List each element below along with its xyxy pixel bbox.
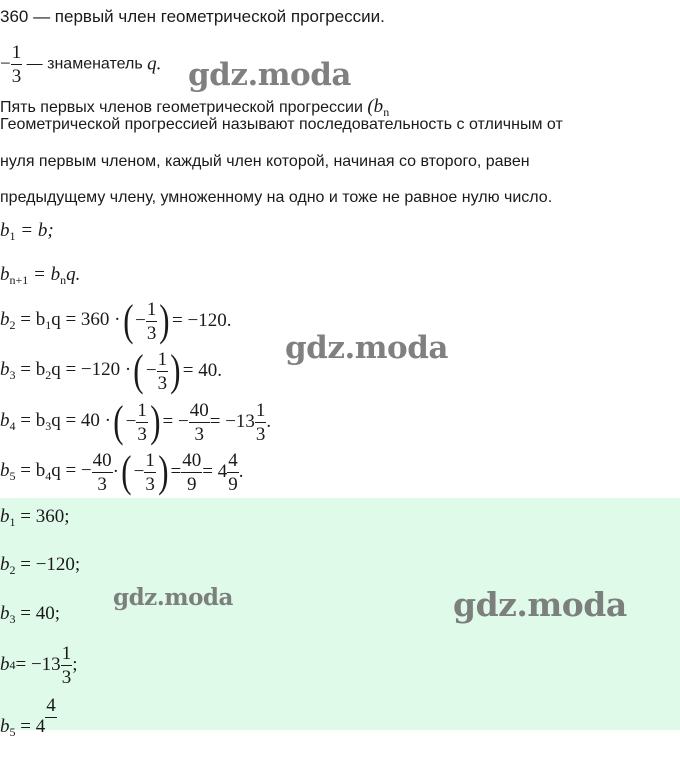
watermark-logo: gdz.moda <box>285 330 448 366</box>
watermark-logo: gdz.moda <box>113 584 233 611</box>
intro-ratio: − $\frac{1}{3}$ — знаменатель q. <box>0 42 162 87</box>
formula-b4: $b_4 = b_3q = 40$ · ( − $\frac{1}{3}$ ) = − $\frac{40}{3}$ = −13 $\frac{1}{3}$ . <box>0 397 272 446</box>
answer-b2: $b_2 = -120$; <box>0 554 81 577</box>
answer-b4: b 4 = −13 $\frac{1}{3}$ ; <box>0 642 78 688</box>
fraction: $\frac{1}{3}$ <box>145 449 155 495</box>
fraction: $\frac{1}{3}$ <box>255 399 266 445</box>
fraction: $\frac{4}{9}$ <box>228 449 238 495</box>
fraction: $\frac{1}{3}$ <box>146 298 157 344</box>
definition-line-3: предыдущему члену, умноженному на одно и тоже не равное нулю число. <box>0 189 553 206</box>
answer-b5-clipped: $b_5 = 4$ 4 <box>0 695 56 739</box>
fraction: $\frac{1}{3}$ <box>157 348 168 394</box>
definition-line-2: нуля первым членом, каждый член которой, начиная со второго, равен <box>0 153 530 170</box>
fraction: $\frac{1}{3}$ <box>61 642 72 688</box>
intro-first-term: 360 — первый член геометрической прогрессии. <box>0 7 385 26</box>
watermark-logo: gdz.moda <box>453 585 627 624</box>
answer-b1: $b_1 = 360$; <box>0 506 70 529</box>
answer-b3: $b_3 = 40$; <box>0 603 60 626</box>
formula-recurrence: $b_{n+1} = b_nq$. <box>0 264 81 287</box>
definition-line-1: Геометрической прогрессией называют последовательность с отличным от <box>0 116 563 133</box>
fraction: $\frac{40}{3}$ <box>189 399 209 445</box>
watermark-logo: gdz.moda <box>188 57 351 93</box>
fraction: $\frac{40}{3}$ <box>92 449 112 495</box>
intro-five-terms-clipped: Пять первых членов геометрической прогрессии ($b_n$ <box>0 96 390 119</box>
formula-b1: $b_1 = b$; <box>0 220 54 243</box>
fraction: $\frac{1}{3}$ <box>137 399 147 445</box>
fraction: $\frac{40}{9}$ <box>182 449 202 495</box>
formula-b3: $b_3 = b_2q = -120$ · ( − $\frac{1}{3}$ ) = 40. <box>0 346 222 395</box>
formula-b5: $b_5 = b_4q$ = − $\frac{40}{3}$ · ( − $\frac{1}{3}$ ) = $\frac{40}{9}$ = 4 $\frac{4}{9}$ . <box>0 447 244 496</box>
fraction: $\frac{1}{3}$ <box>11 42 22 87</box>
formula-b2: $b_2 = b_1q = 360$ · ( − $\frac{1}{3}$ ) = −120. <box>0 296 232 345</box>
